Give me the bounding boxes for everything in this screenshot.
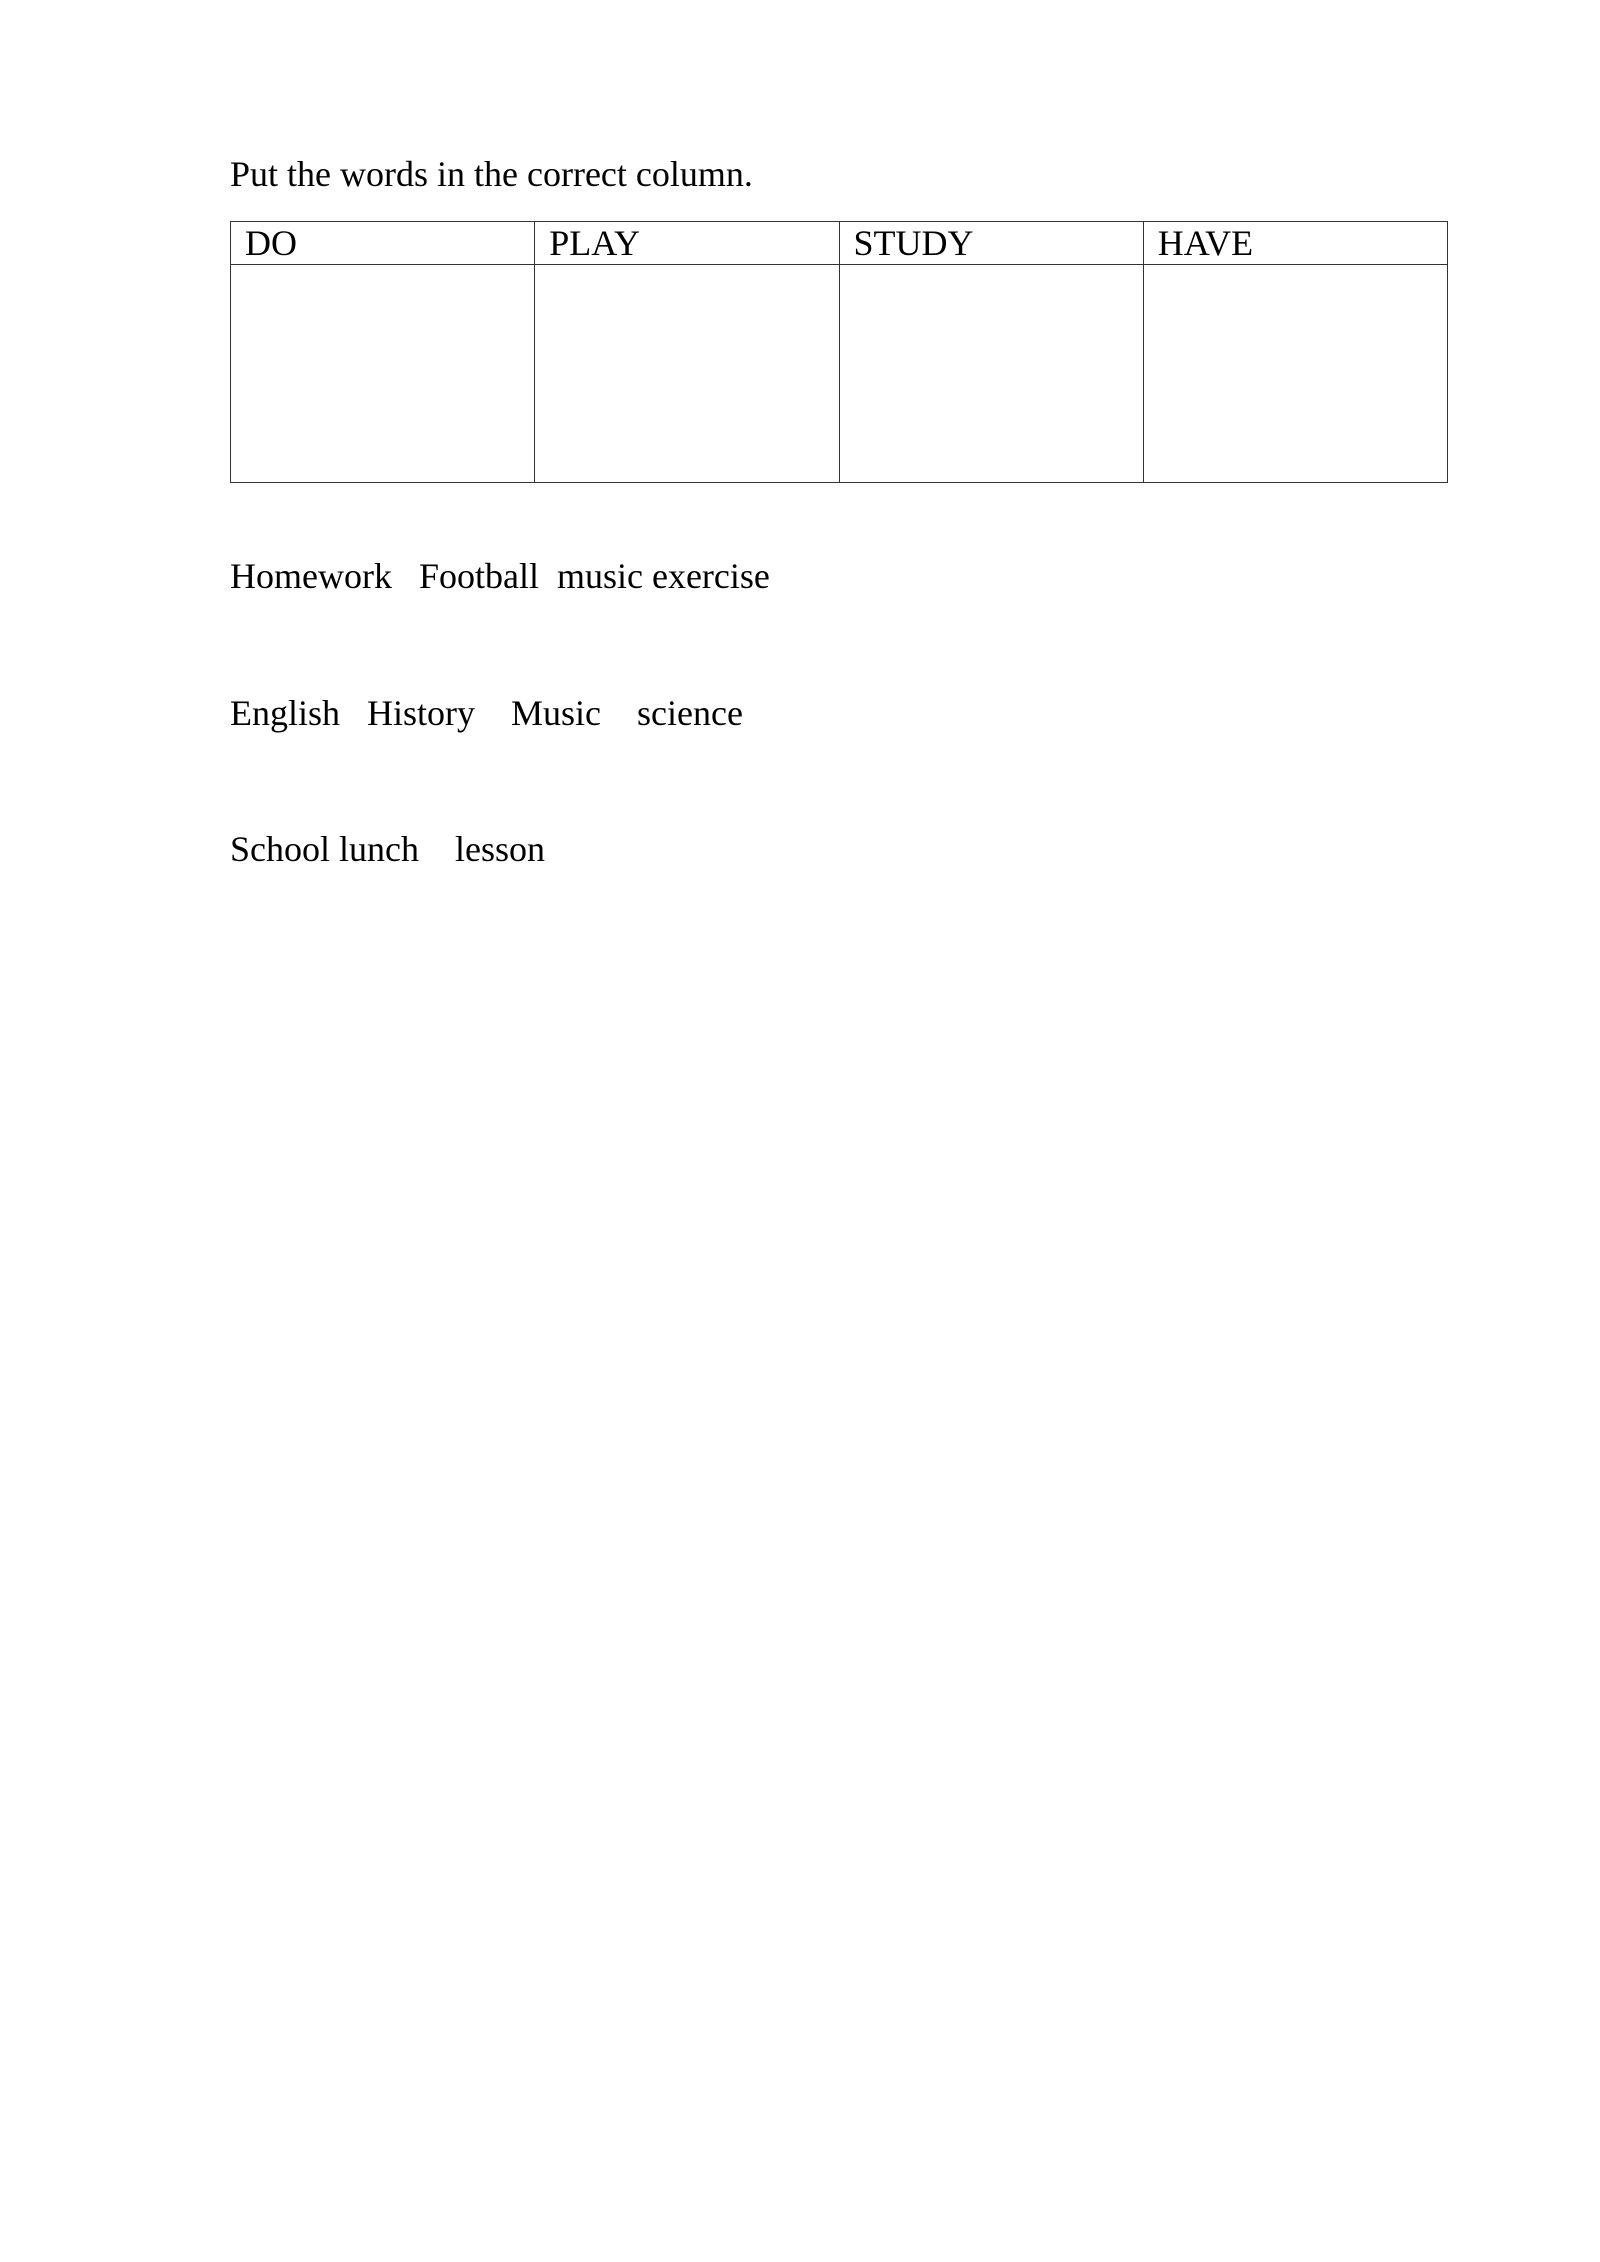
table-header-row [231,222,1448,265]
column-header-play: PLAY [535,222,839,265]
table-answer-row [231,265,1448,483]
answer-cell-play[interactable] [535,265,839,483]
answer-cell-do[interactable] [231,265,535,483]
word-bank-line-2: English History Music science [230,693,743,733]
sorting-table [230,221,1448,483]
answer-cell-have[interactable] [1143,265,1447,483]
column-header-have: HAVE [1143,222,1447,265]
column-header-do: DO [231,222,535,265]
word-bank-line-3: School lunch lesson [230,829,545,869]
column-header-study: STUDY [839,222,1143,265]
answer-cell-study[interactable] [839,265,1143,483]
instruction-text: Put the words in the correct column. [230,154,753,194]
word-bank-line-1: Homework Football music exercise [230,556,770,596]
